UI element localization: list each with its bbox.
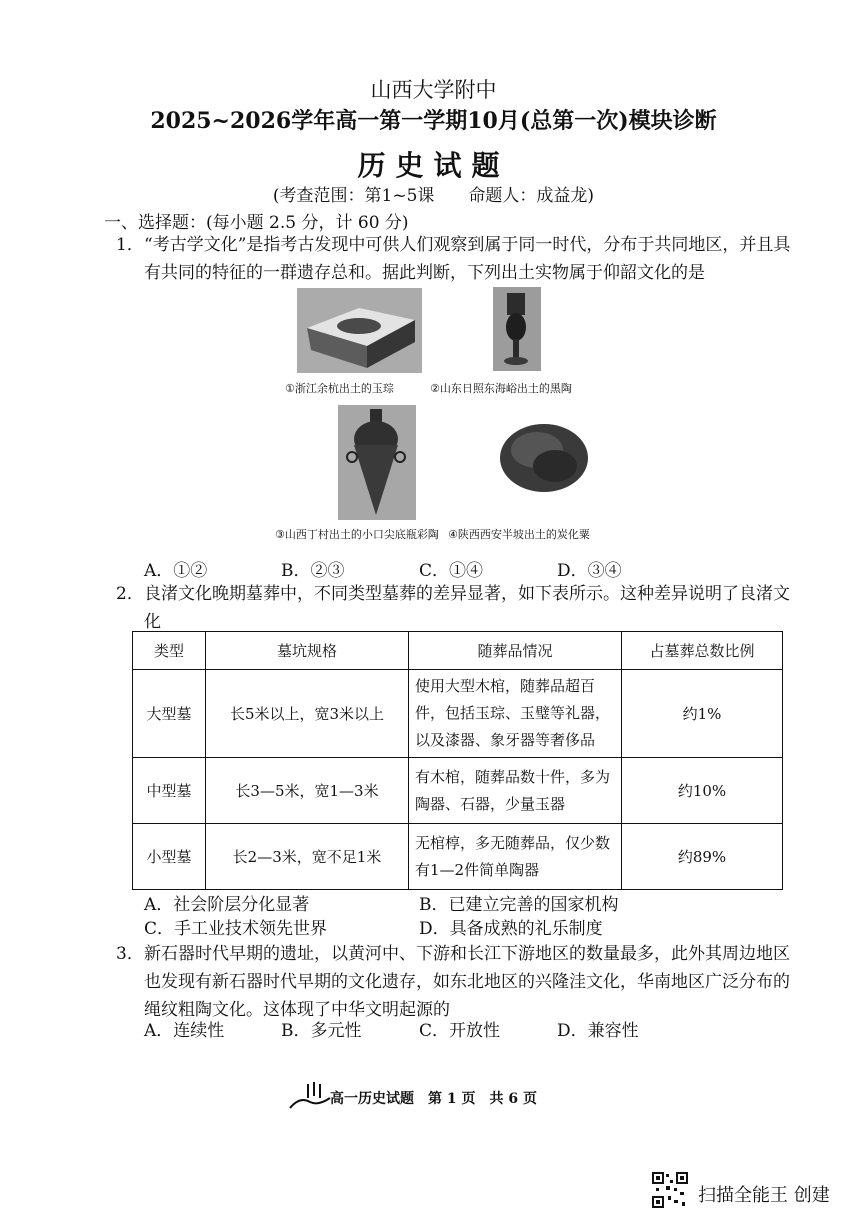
q1-caption-2: ②山东日照东海峪出土的黑陶 [430, 382, 572, 395]
q1-text: “考古学文化”是指考古发现中可供人们观察到属于同一时代，分布于共同地区，并且具有共同的特征的一群遗存总和。据此判断，下列出土实物属于仰韶文化的是 [144, 235, 791, 283]
q3-option-b[interactable]: B．多元性 [281, 1021, 362, 1041]
table-cell: 约89% [622, 824, 783, 890]
table-cell: 长2—3米，宽不足1米 [206, 824, 409, 890]
q1-caption-1: ①浙江余杭出土的玉琮 [285, 382, 394, 395]
table-cell: 使用大型木棺，随葬品超百件，包括玉琮、玉璧等礼器，以及漆器、象牙器等奢侈品 [409, 670, 622, 758]
q3-number: 3． [116, 944, 144, 964]
table-header: 类型 [133, 632, 206, 670]
q1-caption-3: ③山西丁村出土的小口尖底瓶彩陶 [275, 528, 439, 541]
burial-table [132, 631, 783, 890]
black-pottery-photo [493, 287, 541, 371]
table-header-row [133, 632, 783, 670]
carbonized-millet-photo [497, 420, 592, 495]
q1-option-a[interactable]: A．①② [144, 561, 208, 581]
table-cell: 无棺椁，多无随葬品，仅少数有1—2件简单陶器 [409, 824, 622, 890]
q3-text: 新石器时代早期的遗址，以黄河中、下游和长江下游地区的数量最多，此外其周边地区也发现有新石器时代早期的文化遗存，如东北地区的兴隆洼文化，华南地区广泛分布的绳纹粗陶文化。这体现了中华文明起源的 [144, 944, 790, 1020]
table-cell: 有木棺，随葬品数十件，多为陶器、石器，少量玉器 [409, 758, 622, 824]
q2-option-c[interactable]: C．手工业技术领先世界 [144, 919, 328, 939]
table-header: 占墓葬总数比例 [622, 632, 783, 670]
q3-option-d[interactable]: D．兼容性 [557, 1021, 639, 1041]
exam-title: 2025~2026学年高一第一学期10月(总第一次)模块诊断 [150, 108, 717, 134]
subject-title: 历史试题 [357, 149, 510, 182]
pointed-bottle-photo [338, 405, 416, 520]
table-cell: 小型墓 [133, 824, 206, 890]
table-cell: 长5米以上，宽3米以上 [206, 670, 409, 758]
table-row [133, 824, 783, 890]
table-cell: 约10% [622, 758, 783, 824]
page-footer: 高一历史试题 第 1 页 共 6 页 [330, 1091, 537, 1107]
qr-code-icon [652, 1172, 688, 1208]
q1-option-c[interactable]: C．①④ [419, 561, 484, 581]
q2-option-a[interactable]: A．社会阶层分化显著 [144, 895, 310, 915]
table-cell: 中型墓 [133, 758, 206, 824]
q2-text: 良渚文化晚期墓葬中，不同类型墓葬的差异显著，如下表所示。这种差异说明了良渚文化 [144, 584, 790, 632]
q1-option-d[interactable]: D．③④ [557, 561, 622, 581]
table-row [133, 670, 783, 758]
table-cell: 长3—5米，宽1—3米 [206, 758, 409, 824]
jade-cong-photo [297, 288, 422, 373]
q1-number: 1． [116, 235, 144, 255]
exam-scope: (考查范围：第1~5课 命题人：成益龙) [272, 186, 595, 206]
q2-option-b[interactable]: B．已建立完善的国家机构 [419, 895, 619, 915]
q1-option-b[interactable]: B．②③ [281, 561, 345, 581]
scanner-watermark: 扫描全能王 创建 [698, 1185, 830, 1206]
q3-option-c[interactable]: C．开放性 [419, 1021, 501, 1041]
table-header: 墓坑规格 [206, 632, 409, 670]
q2-option-d[interactable]: D．具备成熟的礼乐制度 [419, 919, 603, 939]
q2-number: 2． [116, 584, 144, 604]
q3-option-a[interactable]: A．连续性 [144, 1021, 225, 1041]
section-title: 一、选择题：(每小题 2.5 分，计 60 分) [104, 213, 409, 233]
q1-caption-4: ④陕西西安半坡出土的炭化粟 [448, 528, 590, 541]
table-header: 随葬品情况 [409, 632, 622, 670]
table-cell: 约1% [622, 670, 783, 758]
table-row [133, 758, 783, 824]
school-name: 山西大学附中 [370, 78, 497, 102]
table-cell: 大型墓 [133, 670, 206, 758]
